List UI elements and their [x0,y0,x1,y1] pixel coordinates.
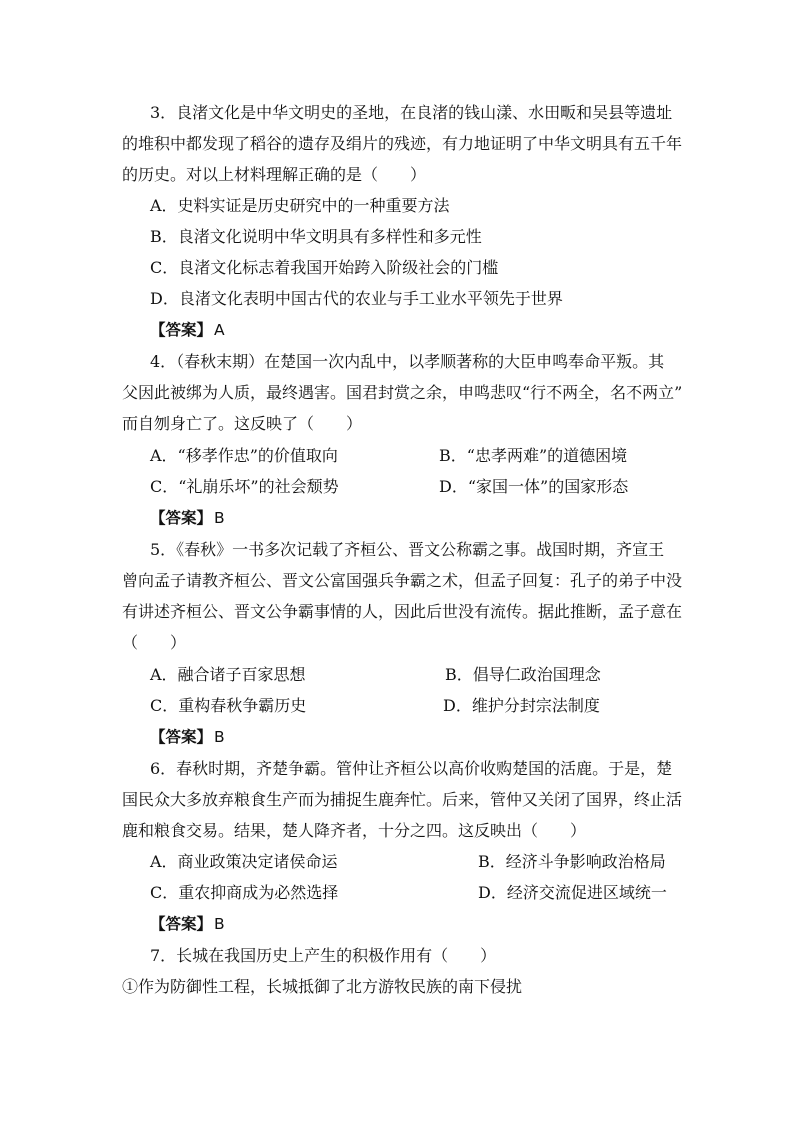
q3-line-3: 的历史。对以上材料理解正确的是（ ） [122,165,427,184]
q6-answer [150,914,225,934]
q6-line-2: 国民众大多放弃粮食生产而为捕捉生鹿奔忙。后来，管仲又关闭了国界，终止活 [122,790,683,809]
answer-value: B [214,915,225,933]
answer-value: B [214,509,225,527]
answer-value: A [214,321,225,339]
answer-value: B [214,728,225,746]
q5-line-3: 有讲述齐桓公、晋文公争霸事情的人，因此后世没有流传。据此推断，孟子意在 [122,602,683,621]
q5-line-4: （ ） [122,633,187,652]
answer-label: 【答案】 [150,509,213,527]
q5-option-a: A．融合诸子百家思想 [150,665,306,684]
q7-line-2: ①作为防御性工程，长城抵御了北方游牧民族的南下侵扰 [122,977,523,996]
q4-line-2: 父因此被绑为人质，最终遇害。国君封赏之余，申鸣悲叹“行不两全，名不两立” [122,383,683,402]
q3-option-c: C．良渚文化标志着我国开始跨入阶级社会的门槛 [150,258,499,277]
q3-answer [150,320,225,340]
answer-label: 【答案】 [150,321,213,339]
q4-option-d: D．“家国一体”的国家形态 [439,477,629,496]
q4-line-1: 4．（春秋末期）在楚国一次内乱中，以孝顺著称的大臣申鸣奉命平叛。其 [150,352,665,371]
q6-option-a: A．商业政策决定诸侯命运 [150,852,338,871]
answer-label: 【答案】 [150,728,213,746]
answer-label: 【答案】 [150,915,213,933]
q5-option-d: D．维护分封宗法制度 [443,696,600,715]
q5-answer [150,727,225,747]
q6-line-1: 6．春秋时期，齐楚争霸。管仲让齐桓公以高价收购楚国的活鹿。于是，楚 [150,759,673,778]
q5-option-c: C．重构春秋争霸历史 [150,696,307,715]
q5-line-2: 曾向孟子请教齐桓公、晋文公富国强兵争霸之术，但孟子回复：孔子的弟子中没 [122,571,683,590]
q5-option-b: B．倡导仁政治国理念 [445,665,601,684]
q4-line-3: 而自刎身亡了。这反映了（ ） [122,414,363,433]
q5-line-1: 5．《春秋》一书多次记载了齐桓公、晋文公称霸之事。战国时期，齐宣王 [150,540,665,559]
q6-option-b: B．经济斗争影响政治格局 [478,852,666,871]
q6-option-c: C．重农抑商成为必然选择 [150,883,339,902]
q4-option-b: B．“忠孝两难”的道德困境 [439,446,628,465]
q3-option-b: B．良渚文化说明中华文明具有多样性和多元性 [150,227,482,246]
q4-option-a: A．“移孝作忠”的价值取向 [150,446,338,465]
q4-option-c: C．“礼崩乐坏”的社会颓势 [150,477,339,496]
q6-line-3: 鹿和粮食交易。结果，楚人降齐者，十分之四。这反映出（ ） [122,821,587,840]
q3-line-1: 3．良渚文化是中华文明史的圣地，在良渚的钱山漾、水田畈和吴县等遗址 [150,103,673,122]
q6-option-d: D．经济交流促进区域统一 [478,883,667,902]
q3-option-d: D．良渚文化表明中国古代的农业与手工业水平领先于世界 [150,289,563,308]
q7-line-1: 7．长城在我国历史上产生的积极作用有（ ） [150,946,497,965]
q4-answer [150,508,225,528]
q3-option-a: A．史料实证是历史研究中的一种重要方法 [150,196,450,215]
q3-line-2: 的堆积中都发现了稻谷的遗存及绢片的残迹，有力地证明了中华文明具有五千年 [122,134,683,153]
